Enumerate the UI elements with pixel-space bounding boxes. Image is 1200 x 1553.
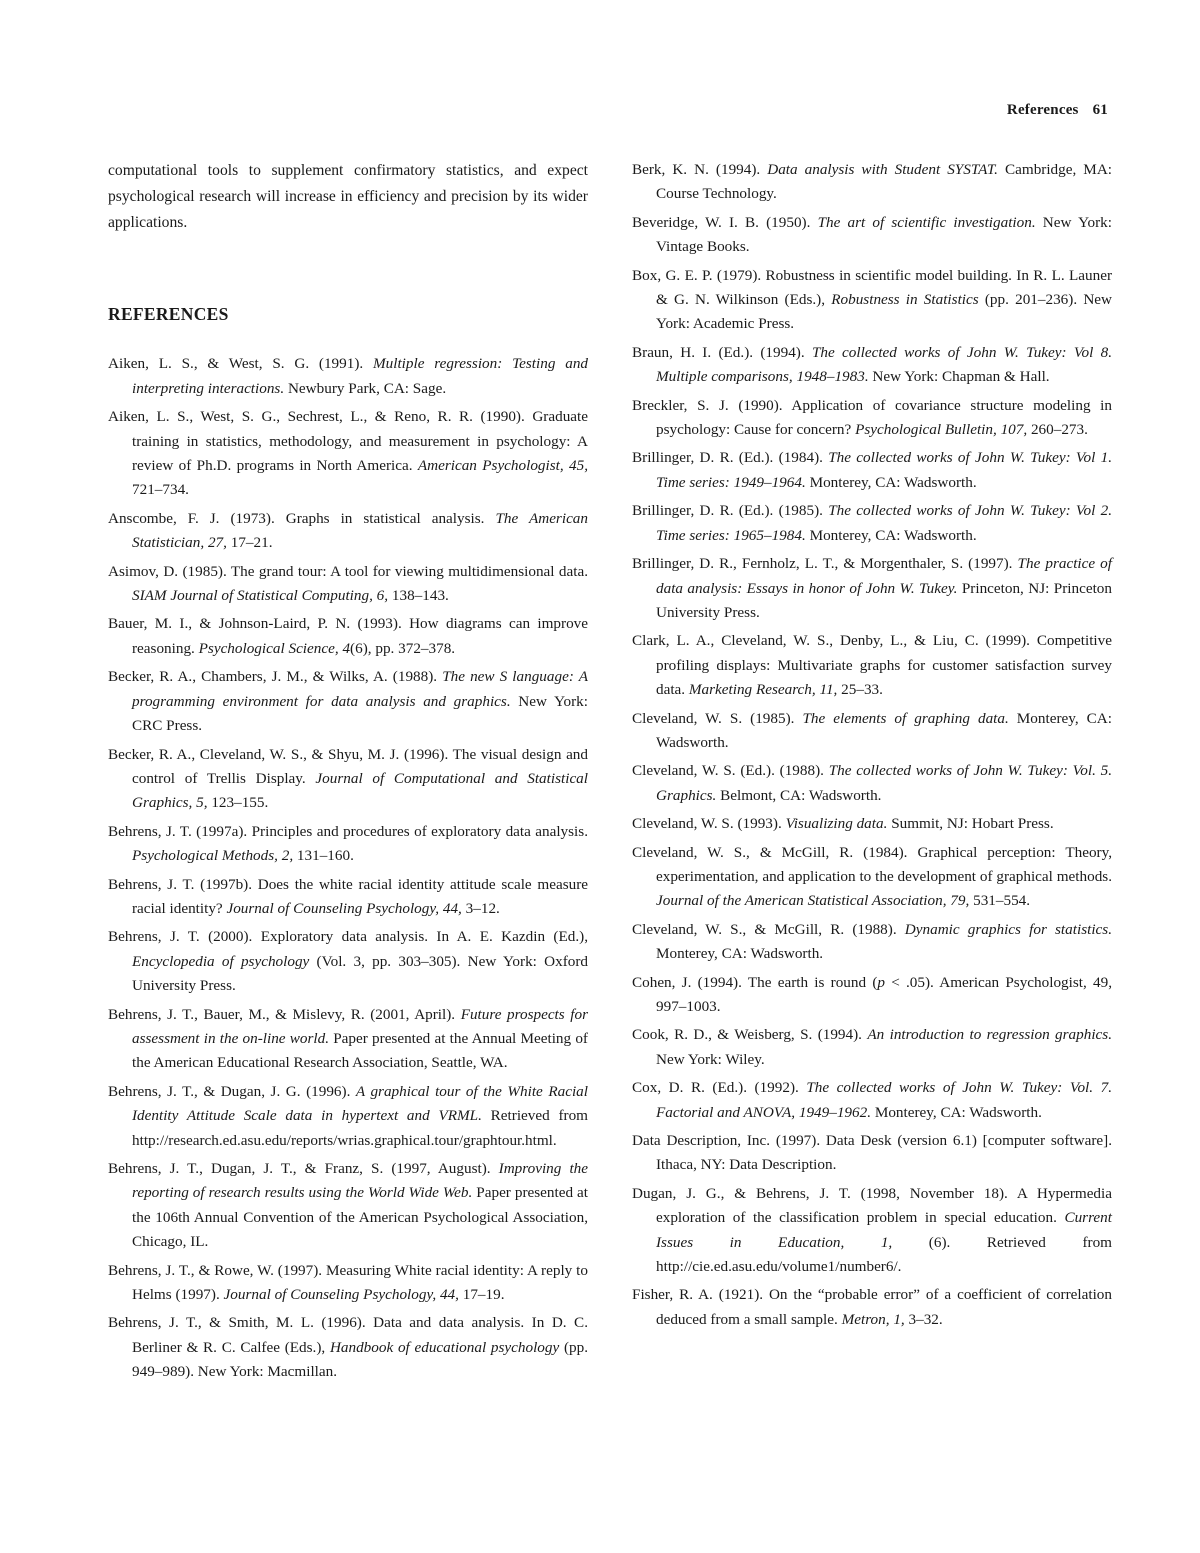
- reference-text-tail: Monterey, CA: Wadsworth.: [805, 526, 977, 544]
- reference-text-tail: < .05). American Psychologist, 49, 997–1003.: [656, 973, 1113, 1015]
- reference-text: Anscombe, F. J. (1973). Graphs in statistical analysis.: [108, 509, 496, 527]
- reference-italic-title: The new S language: A programming environment for data analysis and graphics.: [132, 668, 588, 710]
- reference-text: Bauer, M. I., & Johnson-Laird, P. N. (1993). How diagrams can improve reasoning.: [108, 615, 588, 657]
- reference-entry: [632, 158, 1112, 207]
- reference-italic-title: Psychological Science, 4: [198, 639, 351, 657]
- reference-entry: [108, 820, 588, 869]
- reference-entry: [108, 1259, 588, 1308]
- reference-italic-title: The elements of graphing data.: [802, 709, 1009, 727]
- reference-entry: [632, 707, 1112, 756]
- reference-text: Box, G. E. P. (1979). Robustness in scientific model building. In R. L. Launer & G. N. Wilkinson (Eds.),: [632, 266, 1112, 309]
- reference-entry: [632, 971, 1112, 1020]
- reference-text-tail: 3–32.: [904, 1310, 943, 1328]
- reference-entry: [632, 264, 1112, 337]
- reference-entry: [632, 629, 1112, 702]
- reference-entry: [108, 665, 588, 738]
- reference-italic-title: Handbook of educational psychology: [329, 1338, 560, 1356]
- reference-text: Becker, R. A., Chambers, J. M., & Wilks, A. (1988).: [108, 668, 443, 686]
- reference-text-tail: Paper presented at the 106th Annual Convention of the American Psychological Association, Chicago, IL.: [132, 1184, 588, 1251]
- reference-text-tail: New York: Chapman & Hall.: [868, 368, 1050, 386]
- intro-paragraph: computational tools to supplement confirmatory statistics, and expect psychological research will increase in efficiency and precision by its wider applications.: [108, 162, 588, 231]
- reference-text-tail: Princeton, NJ: Princeton University Press.: [656, 579, 1112, 621]
- reference-list-right: [632, 158, 1112, 1332]
- reference-text-tail: Retrieved from http://research.ed.asu.edu/reports/wrias.graphical.tour/graphtour.html.: [132, 1107, 588, 1149]
- reference-italic-title: Robustness in Statistics: [831, 291, 979, 309]
- reference-text-tail: 25–33.: [837, 681, 883, 699]
- reference-text: Beveridge, W. I. B. (1950).: [632, 213, 818, 231]
- reference-entry: [632, 446, 1112, 495]
- reference-list-left: [108, 352, 588, 1384]
- reference-italic-title: Future prospects for assessment in the on-line world.: [132, 1005, 588, 1047]
- reference-italic-title: SIAM Journal of Statistical Computing, 6,: [132, 587, 389, 605]
- running-head-title: References: [1006, 102, 1079, 118]
- reference-text-tail: Monterey, CA: Wadsworth.: [656, 945, 824, 963]
- reference-entry: [108, 873, 588, 922]
- reference-text: Behrens, J. T., Bauer, M., & Mislevy, R. (2001, April).: [108, 1005, 461, 1023]
- reference-italic-title: Metron, 1,: [841, 1310, 905, 1328]
- reference-italic-title: The practice of data analysis: Essays in honor of John W. Tukey.: [656, 555, 1112, 597]
- reference-italic-title: An introduction to regression graphics.: [867, 1026, 1112, 1044]
- reference-text: Fisher, R. A. (1921). On the “probable error” of a coefficient of correlation deduced from a small sample.: [632, 1286, 1112, 1328]
- reference-text-tail: 138–143.: [388, 587, 449, 605]
- reference-entry: [108, 1080, 588, 1153]
- reference-entry: [632, 1076, 1112, 1125]
- reference-entry: [632, 918, 1112, 967]
- reference-entry: [632, 759, 1112, 808]
- reference-text-tail: 3–12.: [461, 899, 500, 917]
- reference-text: Behrens, J. T. (2000). Exploratory data analysis. In A. E. Kazdin (Ed.),: [108, 928, 588, 946]
- reference-text-tail: Monterey, CA: Wadsworth.: [805, 473, 977, 491]
- reference-text: Breckler, S. J. (1990). Application of covariance structure modeling in psychology: Cause for concern?: [632, 396, 1112, 439]
- reference-entry: [108, 560, 588, 609]
- reference-text-tail: Summit, NJ: Hobart Press.: [887, 815, 1054, 833]
- reference-entry: [108, 405, 588, 503]
- reference-entry: [632, 1129, 1112, 1178]
- reference-text-tail: (Vol. 3, pp. 303–305). New York: Oxford University Press.: [132, 952, 588, 995]
- reference-text-tail: Newbury Park, CA: Sage.: [284, 379, 447, 397]
- reference-entry: [108, 1157, 588, 1255]
- reference-text-tail: (6), pp. 372–378.: [350, 639, 456, 657]
- reference-entry: [632, 1182, 1112, 1280]
- reference-italic-title: The collected works of John W. Tukey: Vol. 7. Factorial and ANOVA, 1949–1962.: [656, 1079, 1112, 1121]
- reference-entry: [108, 507, 588, 556]
- reference-italic-title: The collected works of John W. Tukey: Vol 2. Time series: 1965–1984.: [656, 502, 1112, 544]
- reference-text: Behrens, J. T., & Rowe, W. (1997). Measuring White racial identity: A reply to Helms (1997).: [108, 1261, 588, 1304]
- reference-text-tail: 17–19.: [458, 1286, 505, 1304]
- reference-text-tail: 123–155.: [207, 794, 269, 812]
- reference-italic-title: Journal of Counseling Psychology, 44,: [223, 1286, 459, 1304]
- reference-italic-title: Current Issues in Education, 1,: [656, 1209, 1112, 1251]
- reference-italic-title: The collected works of John W. Tukey: Vol. 5. Graphics.: [656, 762, 1112, 804]
- reference-entry: [108, 1311, 588, 1384]
- reference-entry: [632, 841, 1112, 914]
- reference-entry: [632, 812, 1112, 836]
- reference-text: Brillinger, D. R. (Ed.). (1985).: [632, 502, 829, 520]
- reference-italic-title: The collected works of John W. Tukey: Vol 1. Time series: 1949–1964.: [656, 449, 1112, 491]
- reference-italic-title: The collected works of John W. Tukey: Vol 8. Multiple comparisons, 1948–1983.: [656, 343, 1113, 386]
- right-column: [632, 158, 1112, 1336]
- reference-text-tail: 131–160.: [293, 847, 354, 865]
- reference-text-tail: 260–273.: [1027, 421, 1088, 439]
- reference-text-tail: Monterey, CA: Wadsworth.: [656, 709, 1112, 751]
- reference-text: Becker, R. A., Cleveland, W. S., & Shyu, M. J. (1996). The visual design and control of Trellis Display.: [108, 745, 588, 787]
- reference-text-tail: Monterey, CA: Wadsworth.: [871, 1103, 1042, 1121]
- left-column: [108, 158, 588, 1389]
- reference-italic-title: American Psychologist, 45,: [417, 457, 588, 475]
- reference-text: Brillinger, D. R. (Ed.). (1984).: [632, 449, 829, 467]
- reference-entry: [632, 1283, 1112, 1332]
- reference-text: Berk, K. N. (1994).: [632, 161, 768, 178]
- reference-text: Cox, D. R. (Ed.). (1992).: [632, 1079, 807, 1097]
- reference-text: Dugan, J. G., & Behrens, J. T. (1998, November 18). A Hypermedia exploration of the classification problem in special education.: [632, 1184, 1112, 1227]
- reference-entry: [108, 352, 588, 401]
- reference-text-tail: 17–21.: [226, 534, 273, 552]
- reference-italic-title: Visualizing data.: [785, 815, 888, 833]
- reference-italic-title: Journal of Computational and Statistical Graphics, 5,: [132, 769, 588, 812]
- reference-text: Cleveland, W. S. (Ed.). (1988).: [632, 762, 829, 780]
- reference-entry: [632, 341, 1112, 390]
- reference-italic-title: Data analysis with Student SYSTAT.: [767, 161, 998, 178]
- reference-text: Braun, H. I. (Ed.). (1994).: [632, 343, 812, 361]
- reference-text-tail: Belmont, CA: Wadsworth.: [716, 786, 882, 804]
- page-number: 61: [1092, 102, 1108, 118]
- reference-italic-title: Marketing Research, 11,: [688, 681, 838, 699]
- reference-text-tail: (pp. 949–989). New York: Macmillan.: [132, 1338, 589, 1381]
- reference-entry: [632, 552, 1112, 625]
- reference-italic-title: Journal of the American Statistical Association, 79,: [656, 892, 970, 910]
- reference-text: Brillinger, D. R., Fernholz, L. T., & Morgenthaler, S. (1997).: [632, 555, 1018, 573]
- reference-text: Cleveland, W. S., & McGill, R. (1988).: [632, 920, 905, 938]
- reference-italic-title: p: [877, 973, 885, 991]
- reference-text: Behrens, J. T., & Dugan, J. G. (1996).: [108, 1082, 356, 1100]
- reference-italic-title: The art of scientific investigation.: [817, 213, 1036, 231]
- reference-italic-title: Multiple regression: Testing and interpreting interactions.: [132, 355, 589, 397]
- reference-text: Data Description, Inc. (1997). Data Desk (version 6.1) [computer software]. Ithaca, NY: Data Description.: [632, 1132, 1112, 1174]
- reference-italic-title: Journal of Counseling Psychology, 44,: [226, 899, 462, 917]
- references-heading: REFERENCES: [108, 304, 229, 324]
- reference-entry: [632, 394, 1112, 443]
- reference-italic-title: Encyclopedia of psychology: [132, 952, 310, 970]
- reference-text-tail: 721–734.: [132, 481, 189, 499]
- reference-text: Cook, R. D., & Weisberg, S. (1994).: [632, 1026, 868, 1044]
- reference-text: Aiken, L. S., & West, S. G. (1991).: [108, 355, 373, 373]
- reference-text-tail: Cambridge, MA: Course Technology.: [656, 161, 1113, 203]
- reference-entry: [108, 743, 588, 816]
- reference-italic-title: Dynamic graphics for statistics.: [904, 920, 1112, 938]
- reference-text-tail: Paper presented at the Annual Meeting of the American Educational Research Association, Seattle, WA.: [132, 1029, 588, 1072]
- reference-text-tail: New York: Wiley.: [656, 1050, 765, 1068]
- reference-text: Aiken, L. S., West, S. G., Sechrest, L., & Reno, R. R. (1990). Graduate training in statistics, methodology, and measurement in psychology: A review of Ph.D. programs in North America.: [108, 408, 588, 475]
- reference-text: Behrens, J. T., Dugan, J. T., & Franz, S. (1997, August).: [108, 1160, 499, 1177]
- reference-text-tail: New York: CRC Press.: [132, 692, 588, 735]
- reference-entry: [632, 1023, 1112, 1072]
- reference-italic-title: Improving the reporting of research results using the World Wide Web.: [132, 1160, 588, 1202]
- reference-italic-title: A graphical tour of the White Racial Identity Attitude Scale data in hypertext and VRML.: [132, 1082, 588, 1125]
- reference-italic-title: The American Statistician, 27,: [132, 509, 588, 552]
- reference-text-tail: New York: Vintage Books.: [656, 213, 1112, 256]
- reference-text-tail: 531–554.: [969, 892, 1031, 910]
- running-head: [1007, 102, 1108, 119]
- reference-text: Behrens, J. T., & Smith, M. L. (1996). Data and data analysis. In D. C. Berliner & R. C. Calfee (Eds.),: [108, 1314, 588, 1356]
- reference-entry: [632, 211, 1112, 260]
- reference-text: Cleveland, W. S. (1993).: [632, 815, 786, 833]
- reference-entry: [108, 612, 588, 661]
- reference-text: Clark, L. A., Cleveland, W. S., Denby, L., & Liu, C. (1999). Competitive profiling displays: Multivariate graphs for customer satisfaction survey data.: [632, 632, 1112, 699]
- reference-text: Behrens, J. T. (1997b). Does the white racial identity attitude scale measure racial identity?: [108, 875, 588, 917]
- reference-text: Behrens, J. T. (1997a). Principles and procedures of exploratory data analysis.: [108, 822, 588, 840]
- reference-text-tail: (6). Retrieved from http://cie.ed.asu.edu/volume1/number6/.: [656, 1233, 1112, 1276]
- reference-italic-title: Psychological Bulletin, 107,: [855, 421, 1028, 439]
- reference-entry: [632, 499, 1112, 548]
- reference-text: Cohen, J. (1994). The earth is round (: [632, 973, 878, 991]
- reference-text: Cleveland, W. S., & McGill, R. (1984). Graphical perception: Theory, experimentation, and application to the development of graphical methods.: [632, 843, 1112, 885]
- reference-text: Cleveland, W. S. (1985).: [632, 709, 803, 727]
- reference-text-tail: (pp. 201–236). New York: Academic Press.: [656, 291, 1113, 333]
- reference-text: Asimov, D. (1985). The grand tour: A tool for viewing multidimensional data.: [108, 562, 588, 580]
- reference-entry: [108, 1003, 588, 1076]
- reference-entry: [108, 925, 588, 998]
- reference-italic-title: Psychological Methods, 2,: [132, 847, 294, 865]
